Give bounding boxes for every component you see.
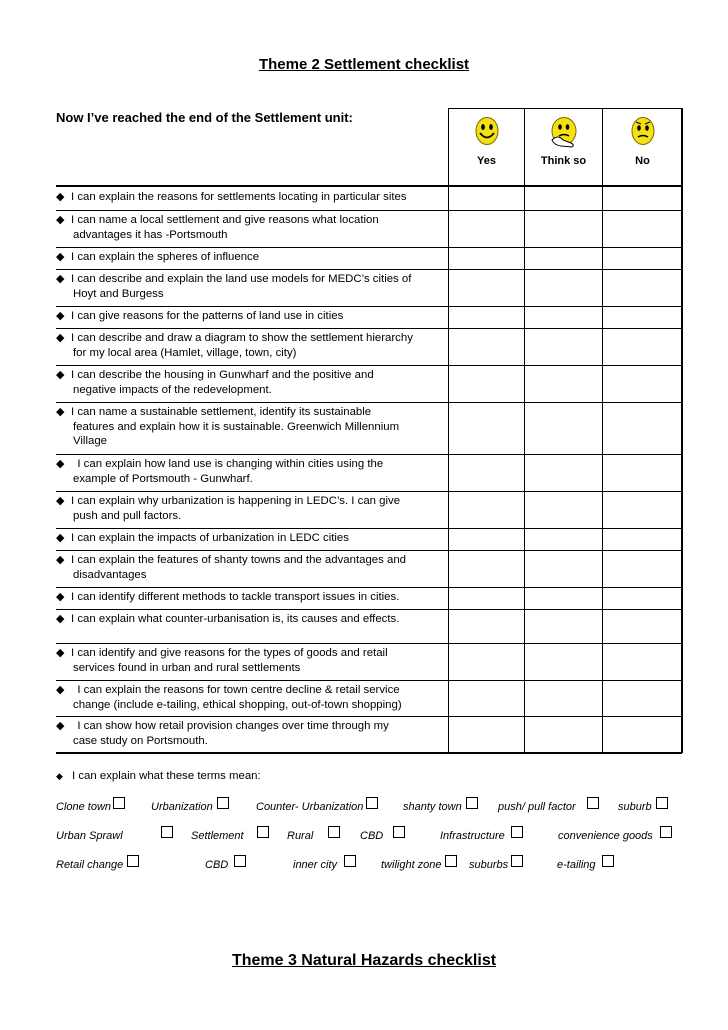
checklist-item xyxy=(56,494,446,523)
checklist-item-text: I can explain the reasons for settlements locating in particular sites xyxy=(71,191,407,203)
tick-cell-no[interactable] xyxy=(603,403,681,454)
smiley-thinking-icon xyxy=(549,116,579,148)
tick-cell-no[interactable] xyxy=(603,307,681,328)
tick-cell-yes[interactable] xyxy=(449,588,524,609)
term-label: shanty town xyxy=(403,801,462,813)
term-label: Retail change xyxy=(56,859,124,871)
term-checkbox[interactable] xyxy=(217,797,229,809)
tick-cell-yes[interactable] xyxy=(449,307,524,328)
smiley-happy-icon xyxy=(475,116,499,146)
bullet-icon: ◆ xyxy=(56,720,65,732)
checklist-item-text: advantages it has -Portsmouth xyxy=(73,228,228,241)
term-label: Clone town xyxy=(56,801,112,813)
checklist-item-text: features and explain how it is sustainable. Greenwich Millennium xyxy=(73,420,400,433)
checklist-item-text: disadvantages xyxy=(73,568,147,581)
checklist-item xyxy=(56,190,446,205)
tick-cell-no[interactable] xyxy=(603,610,681,643)
column-no-label: No xyxy=(635,155,650,167)
term-checkbox[interactable] xyxy=(511,855,523,867)
checklist-item xyxy=(56,553,446,582)
tick-cell-thinkso[interactable] xyxy=(525,366,602,402)
tick-cell-yes[interactable] xyxy=(449,551,524,587)
checklist-item xyxy=(56,309,446,324)
term-checkbox[interactable] xyxy=(257,826,269,838)
term-checkbox[interactable] xyxy=(466,797,478,809)
term-label: Rural xyxy=(287,830,314,842)
grid-line xyxy=(56,752,682,754)
checklist-item xyxy=(56,590,446,605)
tick-cell-thinkso[interactable] xyxy=(525,329,602,365)
checklist-item xyxy=(56,250,446,265)
term-checkbox[interactable] xyxy=(161,826,173,838)
tick-cell-yes[interactable] xyxy=(449,248,524,269)
bullet-icon: ◆ xyxy=(56,458,65,470)
tick-cell-yes[interactable] xyxy=(449,681,524,716)
tick-cell-thinkso[interactable] xyxy=(525,211,602,247)
term-checkbox[interactable] xyxy=(393,826,405,838)
bullet-icon: ◆ xyxy=(56,613,65,625)
column-yes-label: Yes xyxy=(477,155,496,167)
tick-cell-thinkso[interactable] xyxy=(525,644,602,680)
bullet-icon: ◆ xyxy=(56,369,65,381)
tick-cell-yes[interactable] xyxy=(449,492,524,528)
bullet-icon: ◆ xyxy=(56,406,65,418)
tick-cell-thinkso[interactable] xyxy=(525,492,602,528)
grid-line xyxy=(56,185,682,187)
term-label: Urbanization xyxy=(151,801,213,813)
bullet-icon: ◆ xyxy=(56,495,65,507)
intro-text: Now I’ve reached the end of the Settlement unit: xyxy=(56,110,353,125)
term-label: inner city xyxy=(293,859,338,871)
tick-cell-no[interactable] xyxy=(603,211,681,247)
checklist-item xyxy=(56,331,446,360)
tick-cell-yes[interactable] xyxy=(449,455,524,491)
tick-cell-no[interactable] xyxy=(603,529,681,550)
tick-cell-no[interactable] xyxy=(603,588,681,609)
term-checkbox[interactable] xyxy=(234,855,246,867)
page-title: Theme 2 Settlement checklist xyxy=(258,56,470,73)
bullet-icon: ◆ xyxy=(56,332,65,344)
column-thinkso-header xyxy=(525,108,602,184)
tick-cell-thinkso[interactable] xyxy=(525,188,602,210)
term-label: e-tailing xyxy=(557,859,596,871)
checklist-item xyxy=(56,683,446,712)
tick-cell-thinkso[interactable] xyxy=(525,681,602,716)
checklist-item-text: I can identify different methods to tackle transport issues in cities. xyxy=(71,591,400,603)
term-checkbox[interactable] xyxy=(587,797,599,809)
tick-cell-thinkso[interactable] xyxy=(525,270,602,306)
checklist-item-text: example of Portsmouth - Gunwharf. xyxy=(73,472,253,485)
tick-cell-yes[interactable] xyxy=(449,717,524,752)
checklist-item xyxy=(56,719,446,748)
checklist-item xyxy=(56,457,446,486)
checklist-item-text: Village xyxy=(73,435,107,448)
checklist-item-text: I can show how retail provision changes over time through my xyxy=(71,720,389,732)
term-checkbox[interactable] xyxy=(344,855,356,867)
tick-cell-thinkso[interactable] xyxy=(525,588,602,609)
tick-cell-thinkso[interactable] xyxy=(525,529,602,550)
grid-line xyxy=(448,108,682,109)
term-label: Infrastructure xyxy=(440,830,505,842)
checklist-item xyxy=(56,272,446,301)
term-label: suburb xyxy=(618,801,652,813)
tick-cell-no[interactable] xyxy=(603,329,681,365)
term-checkbox[interactable] xyxy=(602,855,614,867)
bullet-icon: ◆ xyxy=(56,532,65,544)
checklist-item-text: change (include e-tailing, ethical shopping, out-of-town shopping) xyxy=(73,698,402,711)
term-label: twilight zone xyxy=(381,859,442,871)
term-checkbox[interactable] xyxy=(656,797,668,809)
checklist-item-text: push and pull factors. xyxy=(73,509,182,522)
tick-cell-no[interactable] xyxy=(603,270,681,306)
tick-cell-yes[interactable] xyxy=(449,529,524,550)
tick-cell-no[interactable] xyxy=(603,366,681,402)
bullet-icon: ◆ xyxy=(56,554,65,566)
bullet-icon: ◆ xyxy=(56,273,65,285)
checklist-item-text: I can name a sustainable settlement, identify its sustainable xyxy=(71,406,372,418)
checklist-item-text: I can describe the housing in Gunwharf and the positive and xyxy=(71,369,374,381)
term-label: CBD xyxy=(205,859,229,871)
term-label: suburbs xyxy=(469,859,509,871)
checklist-item-text: Hoyt and Burgess xyxy=(73,287,164,300)
smiley-unsure-icon xyxy=(631,116,655,146)
tick-cell-no[interactable] xyxy=(603,551,681,587)
term-label: Counter- Urbanization xyxy=(256,801,364,813)
tick-cell-yes[interactable] xyxy=(449,403,524,454)
checklist-item-text: I can name a local settlement and give reasons what location xyxy=(71,214,379,226)
term-label: Settlement xyxy=(191,830,244,842)
bullet-icon: ◆ xyxy=(56,771,63,781)
bullet-icon: ◆ xyxy=(56,684,65,696)
bullet-icon: ◆ xyxy=(56,310,65,322)
checklist-item-text: I can explain why urbanization is happening in LEDC’s. I can give xyxy=(71,495,401,507)
bullet-icon: ◆ xyxy=(56,647,65,659)
tick-cell-no[interactable] xyxy=(603,248,681,269)
tick-cell-no[interactable] xyxy=(603,681,681,716)
checklist-item-text: I can explain the impacts of urbanization in LEDC cities xyxy=(71,532,349,544)
checklist-item-text: I can explain the features of shanty towns and the advantages and xyxy=(71,554,406,566)
checklist-item-text: I can describe and draw a diagram to show the settlement hierarchy xyxy=(71,332,413,344)
bullet-icon: ◆ xyxy=(56,251,65,263)
checklist-item-text: case study on Portsmouth. xyxy=(73,734,208,747)
checklist-item-text: I can explain how land use is changing within cities using the xyxy=(71,458,384,470)
tick-cell-yes[interactable] xyxy=(449,211,524,247)
term-checkbox[interactable] xyxy=(511,826,523,838)
tick-cell-no[interactable] xyxy=(603,188,681,210)
checklist-item-text: I can give reasons for the patterns of land use in cities xyxy=(71,310,344,322)
term-checkbox[interactable] xyxy=(328,826,340,838)
checklist-item-text: for my local area (Hamlet, village, town, city) xyxy=(73,346,297,359)
tick-cell-yes[interactable] xyxy=(449,366,524,402)
tick-cell-thinkso[interactable] xyxy=(525,307,602,328)
terms-heading xyxy=(56,770,261,782)
checklist-item-text: I can explain the spheres of influence xyxy=(71,251,260,263)
column-yes-header xyxy=(449,108,524,184)
term-label: CBD xyxy=(360,830,384,842)
tick-cell-thinkso[interactable] xyxy=(525,455,602,491)
tick-cell-yes[interactable] xyxy=(449,188,524,210)
tick-cell-no[interactable] xyxy=(603,455,681,491)
checklist-item-text: negative impacts of the redevelopment. xyxy=(73,383,272,396)
bullet-icon: ◆ xyxy=(56,191,65,203)
checklist-item-text: services found in urban and rural settlements xyxy=(73,661,301,674)
term-checkbox[interactable] xyxy=(445,855,457,867)
next-section-title: Theme 3 Natural Hazards checklist xyxy=(231,952,497,969)
tick-cell-no[interactable] xyxy=(603,492,681,528)
checklist-item xyxy=(56,368,446,397)
tick-cell-yes[interactable] xyxy=(449,644,524,680)
term-checkbox[interactable] xyxy=(113,797,125,809)
tick-cell-yes[interactable] xyxy=(449,329,524,365)
tick-cell-thinkso[interactable] xyxy=(525,551,602,587)
checklist-item-text: I can describe and explain the land use models for MEDC’s cities of xyxy=(71,273,412,285)
tick-cell-no[interactable] xyxy=(603,644,681,680)
tick-cell-no[interactable] xyxy=(603,717,681,752)
tick-cell-thinkso[interactable] xyxy=(525,403,602,454)
checklist-item xyxy=(56,213,446,242)
checklist-item-text: I can explain what counter-urbanisation is, its causes and effects. xyxy=(71,613,400,625)
checklist-item-text: I can identify and give reasons for the types of goods and retail xyxy=(71,647,388,659)
tick-cell-yes[interactable] xyxy=(449,270,524,306)
tick-cell-yes[interactable] xyxy=(449,610,524,643)
tick-cell-thinkso[interactable] xyxy=(525,717,602,752)
checklist-item-text: I can explain the reasons for town centre decline & retail service xyxy=(71,684,400,696)
term-label: push/ pull factor xyxy=(498,801,576,813)
checklist-item xyxy=(56,405,446,449)
term-checkbox[interactable] xyxy=(366,797,378,809)
terms-intro-text: I can explain what these terms mean: xyxy=(72,770,261,782)
term-checkbox[interactable] xyxy=(660,826,672,838)
column-thinkso-label: Think so xyxy=(540,155,587,167)
term-label: Urban Sprawl xyxy=(56,830,123,842)
term-label: convenience goods xyxy=(558,830,653,842)
grid-line xyxy=(681,108,683,753)
checklist-item xyxy=(56,531,446,546)
checklist-item xyxy=(56,612,446,627)
bullet-icon: ◆ xyxy=(56,214,65,226)
term-checkbox[interactable] xyxy=(127,855,139,867)
tick-cell-thinkso[interactable] xyxy=(525,248,602,269)
column-no-header xyxy=(603,108,682,184)
bullet-icon: ◆ xyxy=(56,591,65,603)
checklist-item xyxy=(56,646,446,675)
tick-cell-thinkso[interactable] xyxy=(525,610,602,643)
